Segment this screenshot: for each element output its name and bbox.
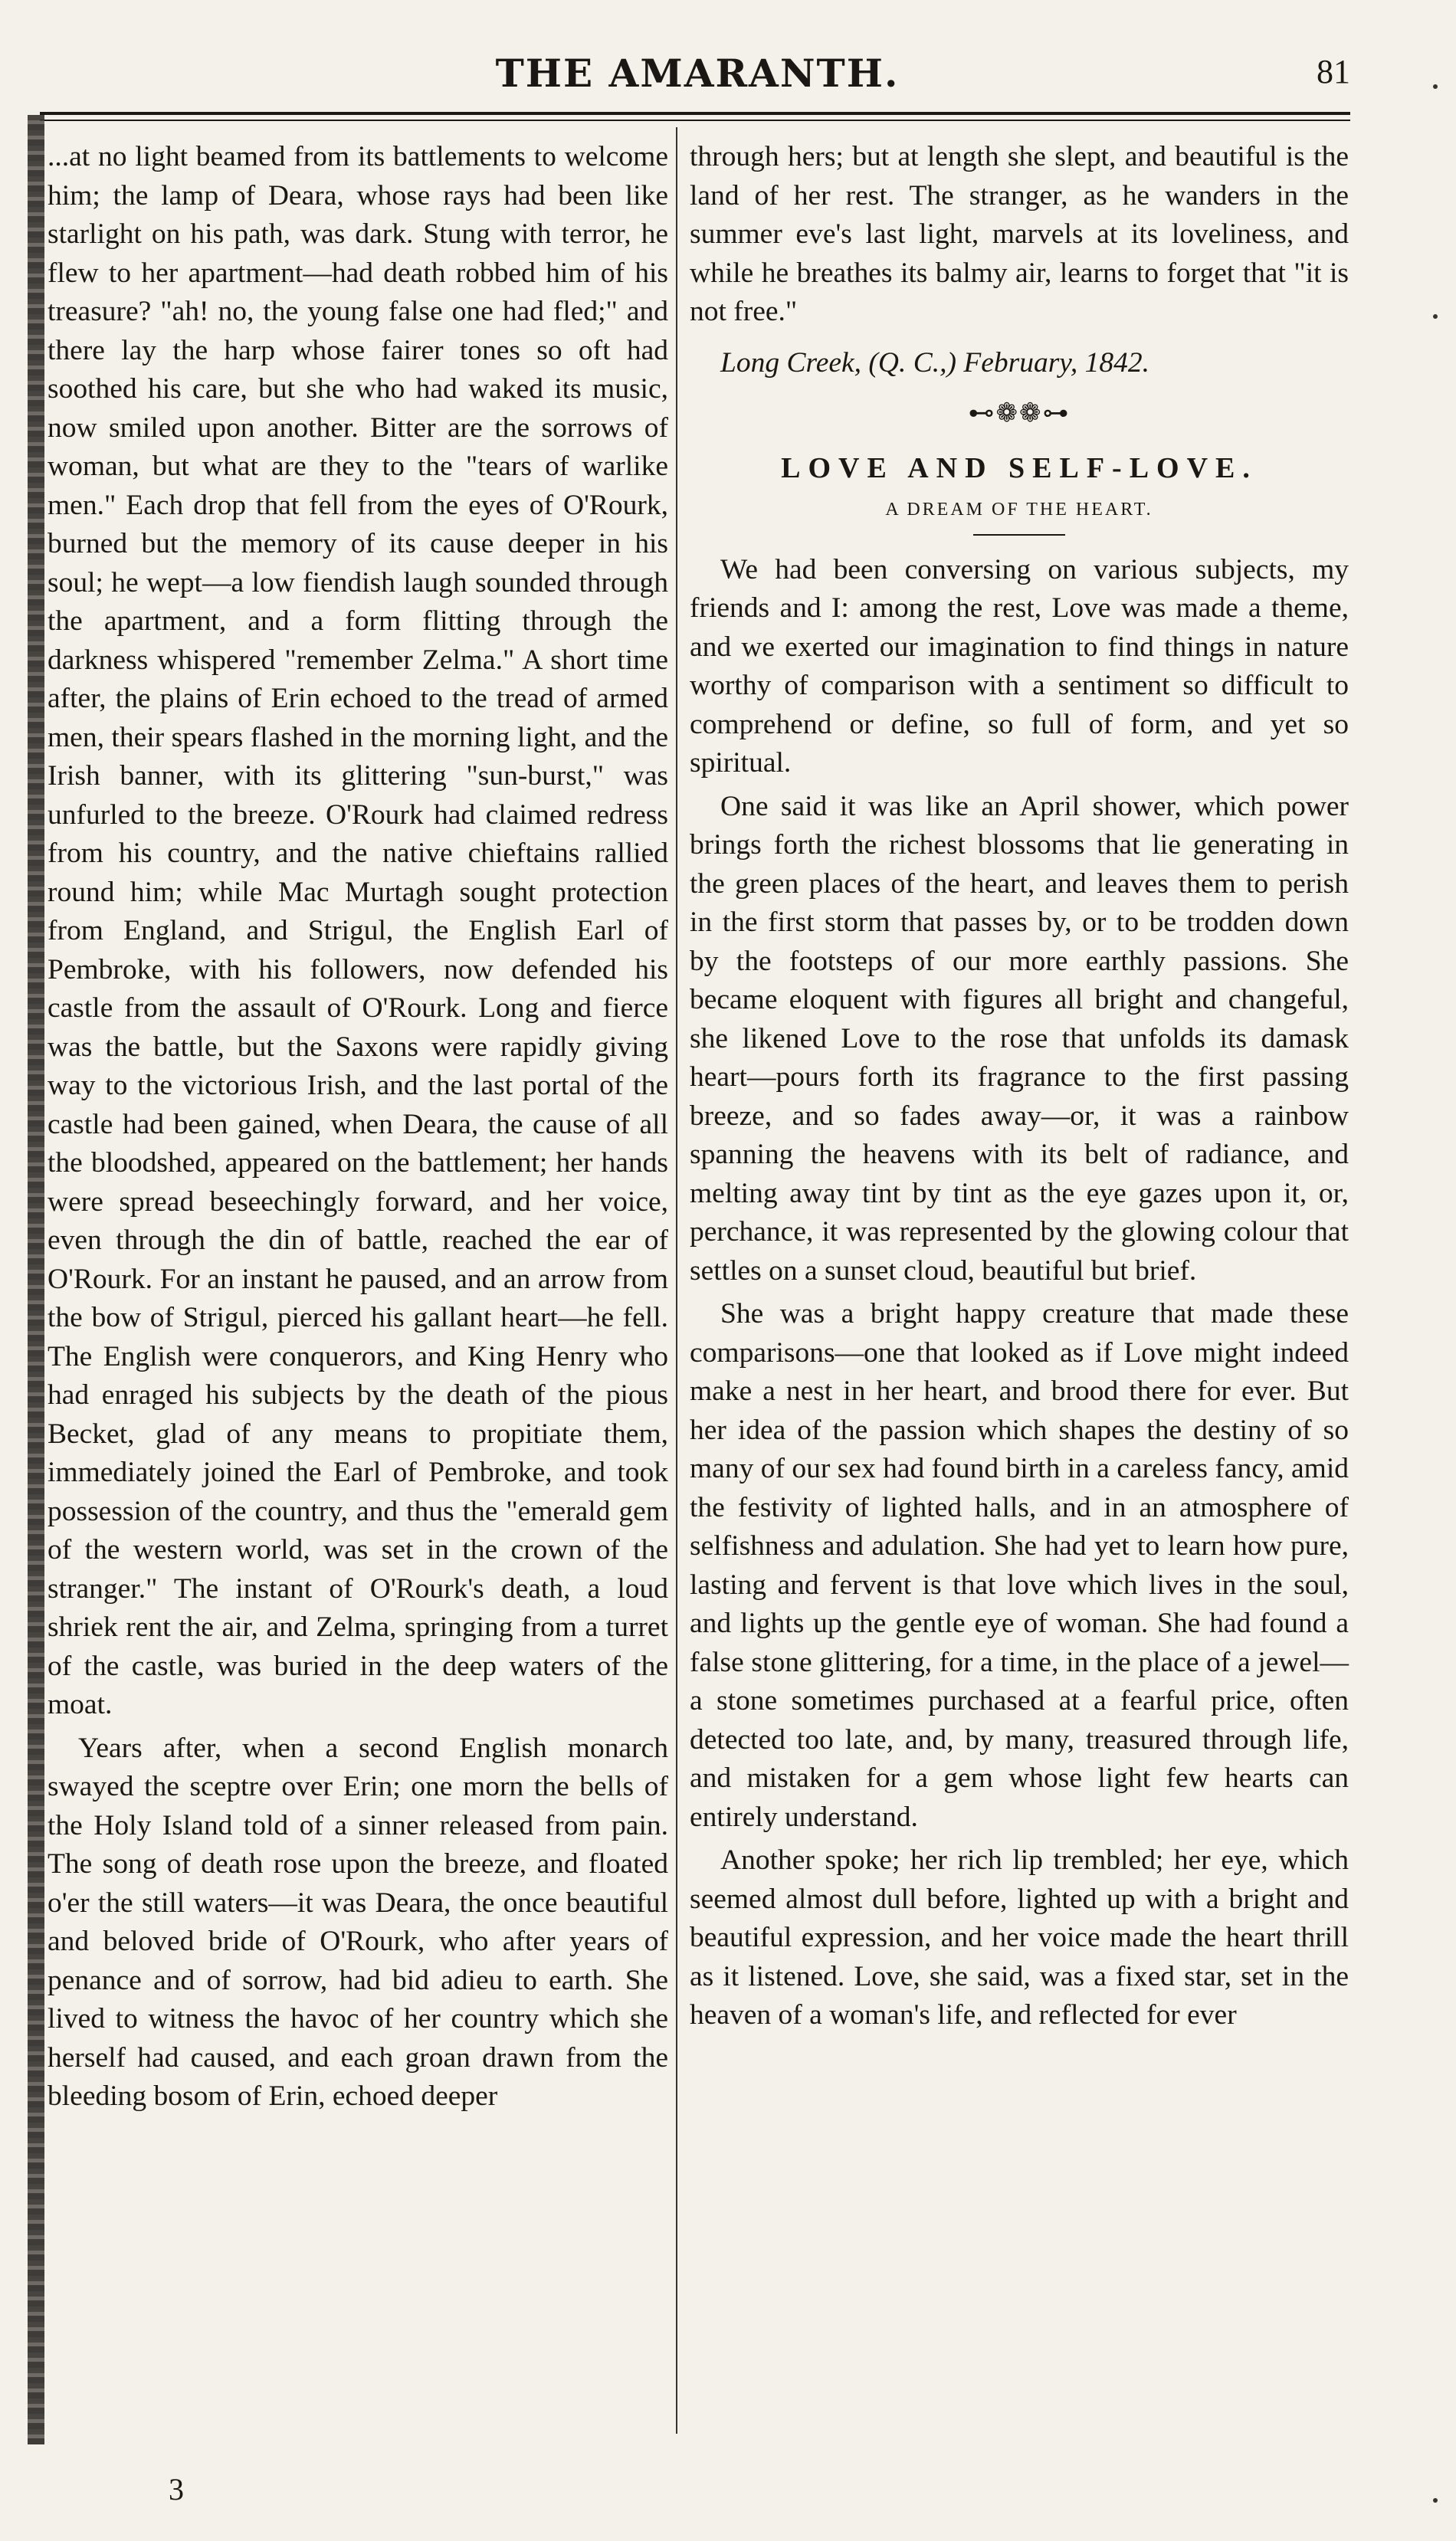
header-rule-thin [40, 120, 1350, 121]
margin-dot [1433, 84, 1438, 89]
binding-edge [28, 115, 44, 2444]
left-column [48, 138, 668, 2121]
article-title: LOVE AND SELF-LOVE. [781, 451, 1258, 484]
right-column [690, 138, 1349, 2040]
article-subtitle: A DREAM OF THE HEART. [885, 500, 1153, 520]
header-rule [40, 112, 1350, 115]
article-paragraph-1: We had been conversing on various subjects, my friends and I: among the rest, Love was made a theme, and we exerted our imagination to find things in nature worthy of comparison with a sentiment so difficult to comprehend or define, so full of form, and yet so spiritual. [690, 553, 1349, 779]
right-intro-paragraph: through hers; but at length she slept, and beautiful is the land of her rest. The stranger, as he wanders in the summer eve's last light, marvels at its loveliness, and while he breathes its balmy air, learns to forget that "it is not free." [690, 141, 1349, 327]
left-paragraph-2: Years after, when a second English monarch swayed the sceptre over Erin; one morn the bells of the Holy Island told of a sinner released from pain. The song of death rose upon the breeze, and floated o'er the still waters—it was Deara, the once beautiful and beloved bride of O'Rourk, who after years of penance and of sorrow, had bid adieu to earth. She lived to witness the havoc of her country which she herself had caused, and each groan drawn from the bleeding bosom of Erin, echoed deeper [48, 1732, 668, 2112]
page-number: 81 [1317, 53, 1350, 90]
column-divider [676, 127, 677, 2434]
dateline: Long Creek, (Q. C.,) February, 1842. [720, 346, 1150, 379]
left-paragraph-1: ...at no light beamed from its battlements to welcome him; the lamp of Deara, whose rays had been like starlight on his path, was dark. Stung with terror, he flew to her apartment—had death robbed him of his treasure? "ah! no, the young false one had fled;" and there lay the harp whose fairer tones so oft had soothed his care, but she who had waked its music, now smiled upon another. Bitter are the sorrows of woman, but what are they to the "tears of warlike men." Each drop that fell from the eyes of O'Rourk, burned but the memory of its cause deeper in his soul; he wept—a low fiendish laugh sounded through the apartment, and a form flitting through the darkness whispered "remember Zelma." A short time after, the plains of Erin echoed to the tread of armed men, their spears flashed in the morning light, and the Irish banner, with its glittering "sun-burst," was unfurled to the breeze. O'Rourk had claimed redress from his country, and the native chieftains rallied round him; while Mac Murtagh sought protection from England, and Strigul, the English Earl of Pembroke, with his followers, now defended his castle from the assault of O'Rourk. Long and fierce was the battle, but the Saxons were rapidly giving way to the victorious Irish, and the last portal of the castle had been gained, when Deara, the cause of all the bloodshed, appeared on the battlement; her hands were spread beseechingly forward, and her voice, even through the din of battle, reached the ear of O'Rourk. For an instant he paused, and an arrow from the bow of Strigul, pierced his gallant heart—he fell. The English were conquerors, and King Henry who had enraged his subjects by the death of the pious Becket, glad of any means to propitiate them, immediately joined the Earl of Pembroke, and took possession of the country, and thus the "emerald gem of the western world, was set in the crown of the stranger." The instant of O'Rourk's death, a loud shriek rent the air, and Zelma, springing from a turret of the castle, was buried in the deep waters of the moat. [48, 141, 668, 1720]
ornament-divider: ⊷❁❁⊶ [968, 399, 1071, 428]
article-paragraph-4: Another spoke; her rich lip trembled; her eye, which seemed almost dull before, lighted up with a bright and beautiful expression, and her voice made the heart thrill as it listened. Love, she said, was a fixed star, set in the heaven of a woman's life, and reflected for ever [690, 1844, 1349, 2031]
running-title: THE AMARANTH. [495, 51, 900, 96]
margin-dot [1433, 314, 1438, 319]
article-paragraph-2: One said it was like an April shower, which power brings forth the richest blossoms that lie generating in the green places of the heart, and leaves them to perish in the first storm that passes by, or to be trodden down by the footsteps of our more earthly passions. She became eloquent with figures all bright and changeful, she likened Love to the rose that unfolds its damask heart—pours forth its fragrance to the first passing breeze, and so fades away—or, it was a rainbow spanning the heavens with its belt of radiance, and melting away tint by tint as the eye gazes upon it, or, perchance, it was represented by the glowing colour that settles on a sunset cloud, beautiful but brief. [690, 790, 1349, 1287]
article-paragraph-3: She was a bright happy creature that made these comparisons—one that looked as if Love might indeed make a nest in her heart, and brood there for ever. But her idea of the passion which shapes the destiny of so many of our sex had found birth in a careless fancy, amid the festivity of lighted halls, and in an atmosphere of selfishness and adulation. She had yet to learn how pure, lasting and fervent is that love which lives in the soul, and lights up the gentle eye of woman. She had found a false stone glittering, for a time, in the place of a jewel—a stone sometimes purchased at a fearful price, often detected too late, and, by many, treasured through life, and mistaken for a gem whose light few hearts can entirely understand. [690, 1298, 1349, 1833]
signature-mark: 3 [169, 2472, 184, 2507]
margin-dot [1433, 2498, 1438, 2503]
page-header [31, 46, 1364, 107]
title-rule [973, 534, 1065, 536]
